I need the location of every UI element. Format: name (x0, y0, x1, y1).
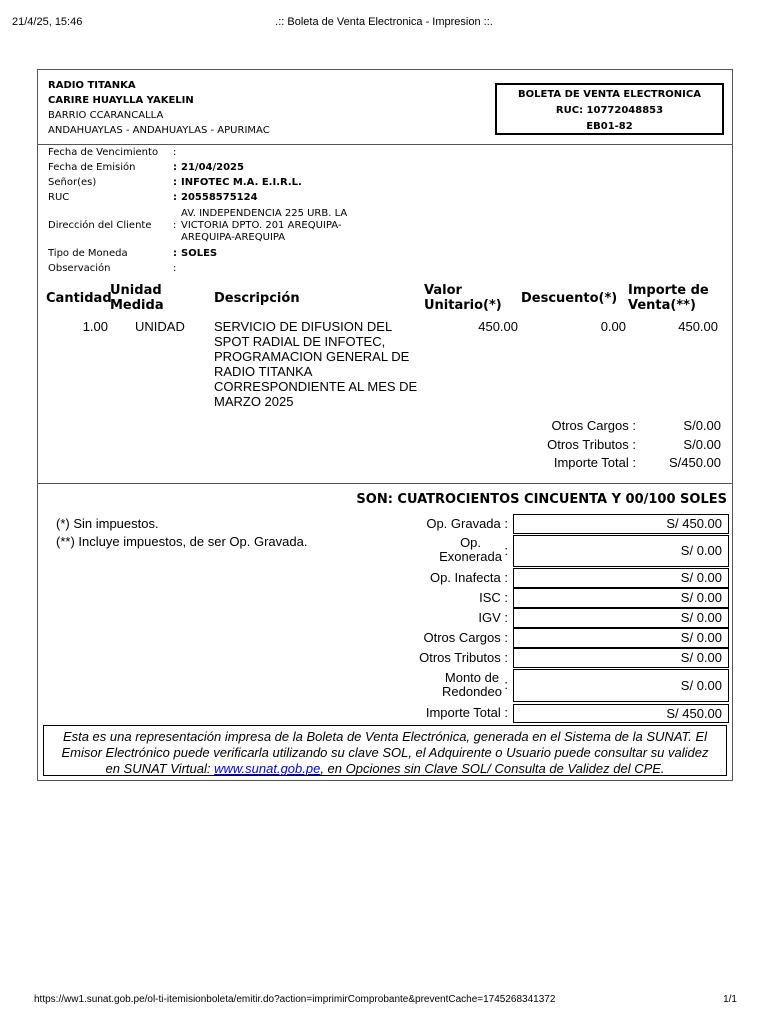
label-op-gravada: Op. Gravada : (426, 516, 508, 531)
label-resumen-otros-cargos: Otros Cargos : (423, 630, 508, 645)
note-incluye-impuestos: (**) Incluye impuestos, de ser Op. Gravada. (56, 534, 308, 549)
th-valor-unitario (424, 283, 502, 313)
divider (38, 144, 732, 145)
print-url: https://ww1.sunat.gob.pe/ol-ti-itemisionboleta/emitir.do?action=imprimirComprobante&preventCache=1745268341372 (34, 994, 556, 1005)
cell-descripcion (214, 319, 417, 409)
th-valor-line-2: Unitario(*) (424, 298, 502, 313)
emisor-ubicacion: ANDAHUAYLAS - ANDAHUAYLAS - APURIMAC (48, 125, 270, 136)
legal-line-3-pre: en SUNAT Virtual: (105, 761, 215, 776)
comprobante-tipo: BOLETA DE VENTA ELECTRONICA (518, 89, 701, 100)
value-op-inafecta: S/ 0.00 (513, 568, 729, 588)
desc-line: RADIO TITANKA (214, 364, 313, 379)
value-senor: INFOTEC M.A. E.I.R.L. (181, 177, 302, 188)
desc-line: SPOT RADIAL DE INFOTEC, (214, 334, 386, 349)
print-datetime: 21/4/25, 15:46 (12, 16, 83, 28)
value-importe-total: S/450.00 (668, 455, 721, 470)
value-fecha-emision: 21/04/2025 (181, 162, 244, 173)
colon: : (504, 543, 508, 558)
label-moneda: Tipo de Moneda (48, 248, 128, 259)
colon: : (173, 162, 177, 173)
label-line: Monto de (444, 670, 500, 685)
boleta-document (37, 69, 733, 781)
label-line: Op. (460, 535, 482, 550)
note-sin-impuestos: (*) Sin impuestos. (56, 516, 159, 531)
emisor-direccion: BARRIO CCARANCALLA (48, 110, 164, 121)
comprobante-serie: EB01-82 (586, 121, 633, 132)
desc-line: PROGRAMACION GENERAL DE (214, 349, 410, 364)
label-observacion: Observación (48, 263, 111, 274)
th-unidad (110, 283, 164, 313)
label-direccion: Dirección del Cliente (48, 220, 152, 231)
label-fecha-vencimiento: Fecha de Vencimiento (48, 147, 159, 158)
th-unidad-line-2: Medida (110, 298, 164, 313)
label-line: Exonerada (439, 549, 502, 564)
label-line: Redondeo (442, 684, 502, 699)
desc-line: SERVICIO DE DIFUSION DEL (214, 319, 393, 334)
sunat-link[interactable]: www.sunat.gob.pe (214, 761, 321, 776)
colon: : (173, 177, 177, 188)
value-resumen-otros-cargos: S/ 0.00 (513, 628, 729, 648)
cell-unidad: UNIDAD (135, 319, 185, 334)
legal-line-3 (44, 761, 726, 777)
label-op-inafecta: Op. Inafecta : (429, 570, 508, 585)
colon: : (173, 248, 177, 259)
label-otros-tributos: Otros Tributos : (547, 437, 636, 452)
colon: : (173, 147, 177, 158)
th-descuento: Descuento(*) (521, 291, 618, 306)
th-cantidad: Cantidad (46, 291, 112, 306)
print-page-title: .:: Boleta de Venta Electronica - Impresion ::. (275, 16, 493, 28)
value-resumen-otros-tributos: S/ 0.00 (513, 648, 729, 668)
label-redondeo (442, 671, 502, 699)
value-moneda: SOLES (181, 248, 218, 259)
cell-cantidad: 1.00 (82, 319, 108, 334)
legal-line-2: Emisor Electrónico puede verificarla utilizando su clave SOL, el Adquirente o Usuario puede consultar su validez (61, 745, 709, 760)
divider (38, 483, 732, 484)
label-igv: IGV : (478, 610, 508, 625)
colon: : (173, 192, 177, 203)
th-importe-venta (628, 283, 709, 313)
label-isc: ISC : (479, 590, 508, 605)
colon: : (173, 220, 177, 231)
legal-notice (43, 725, 727, 776)
label-resumen-otros-tributos: Otros Tributos : (419, 650, 508, 665)
value-igv: S/ 0.00 (513, 608, 729, 628)
comprobante-box (495, 83, 724, 135)
emisor-nombre-comercial: RADIO TITANKA (48, 80, 136, 91)
value-otros-tributos: S/0.00 (683, 437, 721, 452)
label-importe-total: Importe Total : (553, 455, 636, 470)
label-op-exonerada (439, 536, 502, 564)
th-importe-line-2: Venta(**) (628, 298, 696, 313)
legal-line-3-post: , en Opciones sin Clave SOL/ Consulta de Validez del CPE. (320, 761, 665, 776)
print-page-count: 1/1 (723, 994, 737, 1005)
label-otros-cargos: Otros Cargos : (551, 418, 636, 433)
value-direccion-line-1: AV. INDEPENDENCIA 225 URB. LA (181, 208, 348, 219)
value-isc: S/ 0.00 (513, 588, 729, 608)
value-direccion-line-3: AREQUIPA-AREQUIPA (181, 232, 286, 243)
label-ruc-cliente: RUC (48, 192, 70, 203)
value-redondeo: S/ 0.00 (513, 669, 729, 702)
colon: : (173, 263, 177, 274)
value-resumen-importe-total: S/ 450.00 (513, 704, 729, 723)
value-op-exonerada: S/ 0.00 (513, 535, 729, 567)
desc-line: CORRESPONDIENTE AL MES DE (214, 379, 418, 394)
emisor-razon-social: CARIRE HUAYLLA YAKELIN (48, 95, 194, 106)
value-ruc-cliente: 20558575124 (181, 192, 258, 203)
comprobante-ruc: RUC: 10772048853 (555, 105, 664, 116)
th-valor-line-1: Valor (424, 283, 462, 298)
th-descripcion: Descripción (214, 291, 300, 306)
label-senor: Señor(es) (48, 177, 97, 188)
value-op-gravada: S/ 450.00 (513, 514, 729, 534)
cell-valor-unitario: 450.00 (478, 319, 518, 334)
value-otros-cargos: S/0.00 (683, 418, 721, 433)
th-unidad-line-1: Unidad (110, 283, 162, 298)
legal-line-1: Esta es una representación impresa de la Boleta de Venta Electrónica, generada en el Sistema de la SUNAT. El (62, 729, 708, 744)
label-resumen-importe-total: Importe Total : (425, 705, 508, 720)
value-direccion-line-2: VICTORIA DPTO. 201 AREQUIPA- (181, 220, 342, 231)
cell-descuento: 0.00 (600, 319, 626, 334)
th-importe-line-1: Importe de (628, 283, 709, 298)
cell-importe: 450.00 (678, 319, 718, 334)
label-fecha-emision: Fecha de Emisión (48, 162, 136, 173)
desc-line: MARZO 2025 (214, 394, 294, 409)
colon: : (504, 677, 508, 692)
amount-in-words: SON: CUATROCIENTOS CINCUENTA Y 00/100 SOLES (356, 492, 727, 507)
